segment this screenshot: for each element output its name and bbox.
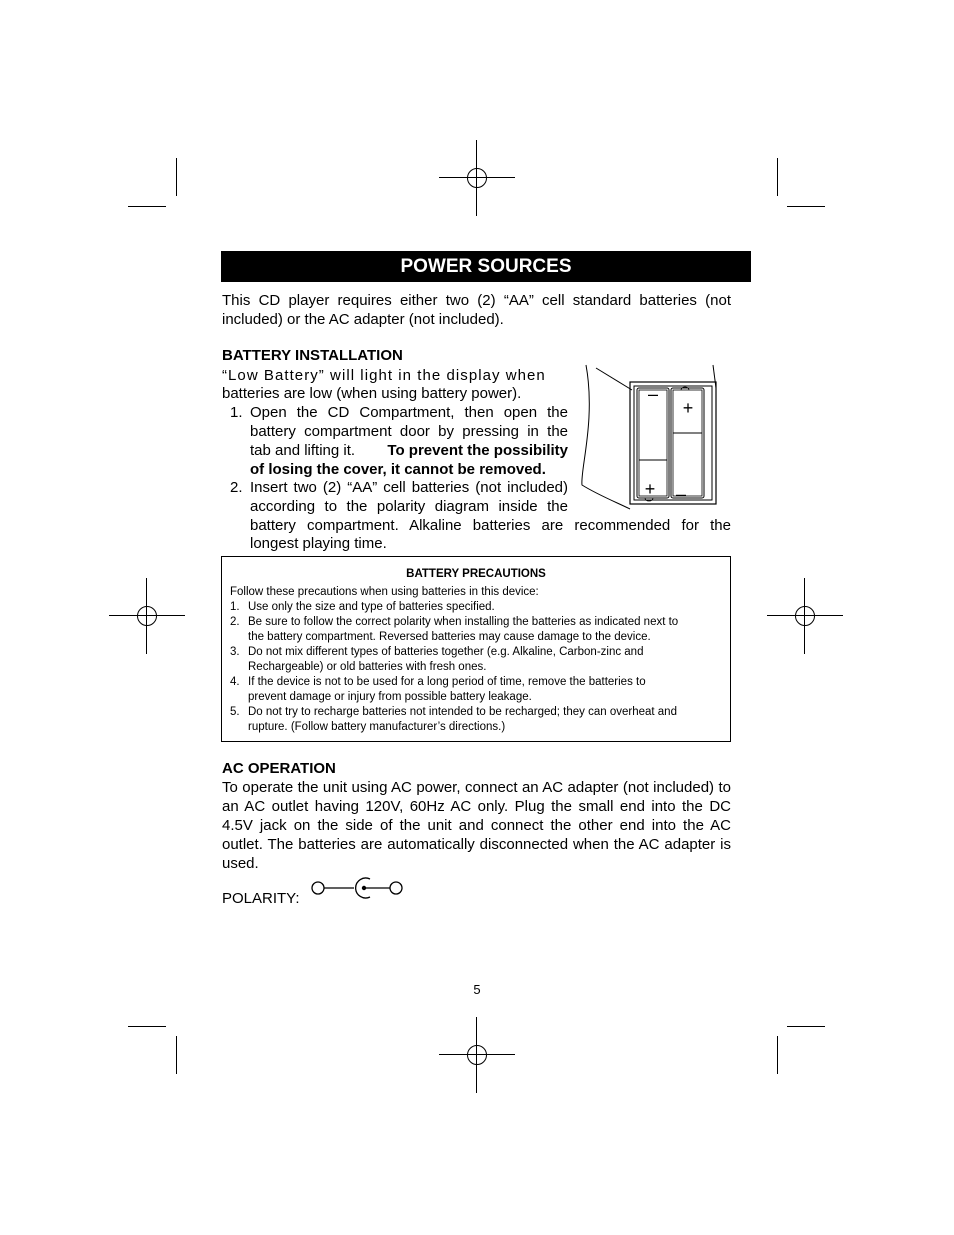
precaution-line: the battery compartment. Reversed batteries may cause damage to the device. xyxy=(248,631,651,643)
precautions-title: BATTERY PRECAUTIONS xyxy=(406,568,546,580)
crop-mark xyxy=(128,206,166,207)
precaution-number: 5. xyxy=(230,706,240,718)
plus-sign: + xyxy=(682,398,694,418)
minus-sign: – xyxy=(647,384,659,404)
step-2-line: longest playing time. xyxy=(250,535,387,552)
page-number: 5 xyxy=(473,982,481,997)
plus-sign: + xyxy=(644,479,656,499)
precaution-line: Do not try to recharge batteries not intended to be recharged; they can overheat and xyxy=(248,706,677,718)
step-1-warning: of losing the cover, it cannot be removed. xyxy=(250,461,546,478)
precaution-line: Do not mix different types of batteries together (e.g. Alkaline, Carbon-zinc and xyxy=(248,646,644,658)
crop-mark xyxy=(787,206,825,207)
polarity-symbol-icon xyxy=(308,876,408,902)
step-1-line: battery compartment door by pressing in the xyxy=(250,423,568,440)
polarity-label: POLARITY: xyxy=(222,890,300,907)
step-2-line: Insert two (2) “AA” cell batteries (not included) xyxy=(250,479,568,496)
intro-paragraph: This CD player requires either two (2) “AA” cell standard batteries (not included) or the AC adapter (not included). xyxy=(222,292,731,328)
precaution-line: prevent damage or injury from possible battery leakage. xyxy=(248,691,532,703)
step-1-line: Open the CD Compartment, then open the xyxy=(250,404,568,421)
precaution-number: 4. xyxy=(230,676,240,688)
precaution-number: 3. xyxy=(230,646,240,658)
crop-mark xyxy=(777,1036,778,1074)
minus-sign: – xyxy=(675,484,687,504)
crop-mark xyxy=(176,1036,177,1074)
crop-mark xyxy=(128,1026,166,1027)
battery-compartment-diagram xyxy=(578,360,728,520)
battery-precautions-box xyxy=(221,556,731,742)
precaution-line: Be sure to follow the correct polarity when installing the batteries as indicated next to xyxy=(248,616,679,628)
registration-mark xyxy=(109,578,185,654)
precaution-line: Rechargeable) or old batteries with fresh ones. xyxy=(248,661,487,673)
low-battery-line: batteries are low (when using battery power). xyxy=(222,385,522,402)
step-1-text: tab and lifting it. xyxy=(250,442,356,459)
precautions-intro: Follow these precautions when using batteries in this device: xyxy=(230,586,539,598)
ac-operation-heading: AC OPERATION xyxy=(222,760,336,777)
crop-mark xyxy=(777,158,778,196)
ac-operation-paragraph: To operate the unit using AC power, connect an AC adapter (not included) to an AC outlet having 120V, 60Hz AC only. Plug the small end into the DC 4.5V jack on the side of the unit and connect the other end into the AC outlet. The batteries are automatically disconnected when the AC adapter is used. xyxy=(222,779,731,872)
step-1-warning: To prevent the possibility xyxy=(387,442,568,459)
precaution-line: If the device is not to be used for a long period of time, remove the batteries to xyxy=(248,676,646,688)
battery-installation-heading: BATTERY INSTALLATION xyxy=(222,347,403,364)
precaution-number: 2. xyxy=(230,616,240,628)
step-2-line: according to the polarity diagram inside the xyxy=(250,498,568,515)
precaution-line: Use only the size and type of batteries specified. xyxy=(248,601,495,613)
crop-mark xyxy=(176,158,177,196)
registration-mark xyxy=(767,578,843,654)
registration-mark xyxy=(439,140,515,216)
step-number: 1. xyxy=(230,404,243,421)
low-battery-line: “Low Battery” will light in the display when xyxy=(222,367,546,384)
precaution-number: 1. xyxy=(230,601,240,613)
step-number: 2. xyxy=(230,479,243,496)
crop-mark xyxy=(787,1026,825,1027)
precaution-line: rupture. (Follow battery manufacturer’s directions.) xyxy=(248,721,506,733)
registration-mark xyxy=(439,1017,515,1093)
step-1-line xyxy=(250,441,568,460)
page-title: POWER SOURCES xyxy=(221,251,751,282)
step-2-line: battery compartment. Alkaline batteries are recommended for the xyxy=(250,517,731,534)
